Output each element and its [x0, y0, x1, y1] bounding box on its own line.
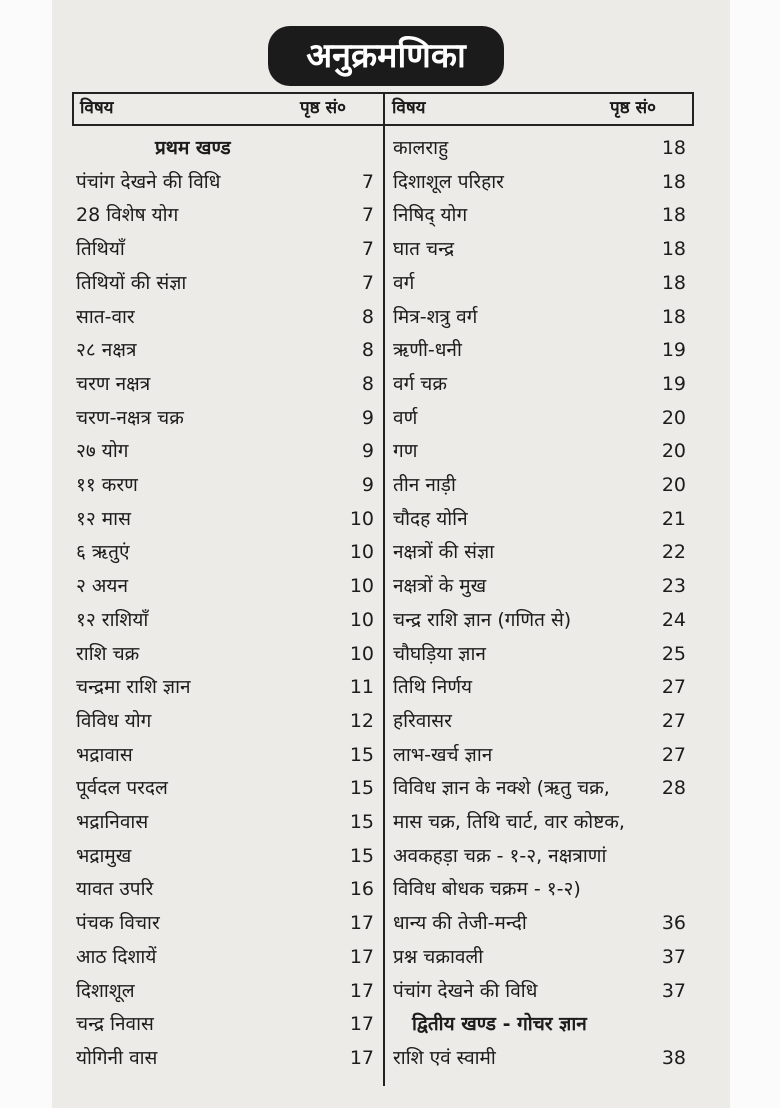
index-entry-page: 18	[661, 137, 686, 159]
index-entry-page: 22	[661, 541, 686, 564]
index-entry-label: २८ नक्षत्र	[76, 339, 137, 362]
header-left-subject: विषय	[80, 98, 114, 118]
index-entry-page: 10	[349, 541, 374, 564]
index-entry-page: 36	[661, 912, 686, 935]
index-entry-page: 24	[661, 608, 686, 631]
index-entry-page: 7	[361, 238, 374, 261]
index-entry-label: दिशाशूल परिहार	[393, 170, 504, 193]
index-entry-label: तिथियों की संज्ञा	[76, 271, 187, 294]
index-entry-label: धान्य की तेजी-मन्दी	[393, 912, 527, 935]
index-entry-label: लाभ-खर्च ज्ञान	[393, 743, 493, 766]
index-entry-label: विविध बोधक चक्रम - १-२)	[393, 878, 581, 901]
index-entry-label: हरिवासर	[393, 709, 452, 732]
index-entry-label: प्रश्न चक्रावली	[393, 945, 484, 968]
header-right-subject: विषय	[392, 98, 426, 118]
index-entry-page: 12	[349, 709, 374, 732]
index-entry-label: भद्रावास	[76, 743, 133, 766]
index-entry-page: 8	[361, 339, 374, 362]
index-entry-label: योगिनी वास	[76, 1046, 158, 1069]
index-entry-page: 15	[349, 743, 374, 766]
index-entry-page: 18	[661, 271, 686, 294]
index-entry-page: 16	[349, 878, 374, 901]
index-entry-label: तिथियाँ	[76, 238, 125, 261]
index-entry-label: वर्ग	[393, 271, 415, 294]
index-entry-label: १२ राशियाँ	[76, 608, 149, 631]
index-entry-label: निषिद् योग	[393, 204, 468, 227]
index-entry-page: 15	[349, 844, 374, 867]
index-entry-label: चौघड़िया ज्ञान	[393, 642, 486, 665]
index-entry-label: यावत उपरि	[76, 878, 154, 901]
index-entry-label: पंचांग देखने की विधि	[76, 170, 221, 193]
index-entry-label: राशि एवं स्वामी	[393, 1046, 496, 1069]
index-entry-label: २७ योग	[76, 440, 129, 463]
index-entry-page: 27	[661, 709, 686, 732]
index-entry-label: भद्रानिवास	[76, 811, 149, 833]
index-entry-page: 27	[661, 676, 686, 699]
index-entry-page: 19	[661, 372, 686, 395]
index-entry-page: 10	[349, 507, 374, 530]
index-entry-page: 27	[661, 743, 686, 766]
header-right-page: पृष्ठ सं०	[610, 98, 656, 118]
index-entry-page: 20	[661, 440, 686, 463]
index-entry-page: 15	[349, 811, 374, 833]
index-entry-page: 15	[349, 777, 374, 800]
index-entry-label: वर्ण	[393, 406, 418, 429]
index-entry-page: 9	[361, 474, 374, 496]
index-entry-label: आठ दिशायें	[76, 945, 157, 968]
index-entry-page: 17	[349, 945, 374, 968]
index-entry-page: 37	[661, 945, 686, 968]
index-entry-label: पंचक विचार	[76, 912, 160, 935]
index-entry-label: नक्षत्रों के मुख	[393, 575, 487, 598]
section-heading: द्वितीय खण्ड - गोचर ज्ञान	[412, 1013, 587, 1036]
index-entry-page: 17	[349, 979, 374, 1002]
index-entry-page: 23	[661, 575, 686, 598]
index-entry-page: 18	[661, 305, 686, 328]
index-entry-label: वर्ग चक्र	[393, 372, 447, 395]
index-entry-page: 10	[349, 575, 374, 598]
index-entry-label: चरण-नक्षत्र चक्र	[76, 406, 184, 429]
index-entry-label: नक्षत्रों की संज्ञा	[393, 541, 495, 564]
index-entry-label: ११ करण	[76, 474, 138, 496]
index-entry-label: १२ मास	[76, 507, 131, 530]
index-entry-label: चन्द्र राशि ज्ञान (गणित से)	[393, 608, 572, 631]
index-entry-page: 18	[661, 238, 686, 261]
index-entry-label: २ अयन	[76, 575, 129, 598]
index-entry-label: चन्द्रमा राशि ज्ञान	[76, 676, 191, 699]
index-entry-page: 9	[361, 440, 374, 463]
index-entry-page: 7	[361, 271, 374, 294]
index-entry-page: 18	[661, 170, 686, 193]
index-entry-page: 7	[361, 170, 374, 193]
index-entry-label: पूर्वदल परदल	[76, 777, 168, 800]
index-entry-label: कालराहु	[393, 137, 449, 159]
index-entry-page: 19	[661, 339, 686, 362]
index-entry-label: चरण नक्षत्र	[76, 372, 151, 395]
column-divider	[383, 92, 385, 1086]
index-entry-page: 17	[349, 1046, 374, 1069]
index-entry-label: चौदह योनि	[393, 507, 468, 530]
index-entry-page: 25	[661, 642, 686, 665]
index-entry-page: 9	[361, 406, 374, 429]
page-title: अनुक्रमणिका	[306, 36, 466, 76]
index-entry-page: 17	[349, 912, 374, 935]
index-entry-label: चन्द्र निवास	[76, 1013, 154, 1036]
index-entry-label: तीन नाड़ी	[393, 474, 456, 496]
index-entry-label: सात-वार	[76, 305, 135, 328]
index-entry-label: राशि चक्र	[76, 642, 140, 665]
index-entry-page: 7	[361, 204, 374, 227]
index-entry-page: 37	[661, 979, 686, 1002]
index-entry-page: 20	[661, 406, 686, 429]
index-entry-label: विविध योग	[76, 709, 152, 732]
section-heading: प्रथम खण्ड	[155, 137, 231, 159]
index-entry-label: मित्र-शत्रु वर्ग	[393, 305, 478, 328]
index-entry-page: 17	[349, 1013, 374, 1036]
index-entry-page: 28	[661, 777, 686, 800]
index-entry-page: 20	[661, 474, 686, 496]
page-sheet	[52, 0, 730, 1108]
index-entry-label: भद्रामुख	[76, 844, 132, 867]
index-entry-label: पंचांग देखने की विधि	[393, 979, 538, 1002]
index-entry-label: तिथि निर्णय	[393, 676, 473, 699]
index-entry-page: 8	[361, 305, 374, 328]
index-entry-label: मास चक्र, तिथि चार्ट, वार कोष्टक,	[393, 811, 625, 833]
index-entry-label: 28 विशेष योग	[76, 204, 179, 227]
index-entry-label: गण	[393, 440, 418, 463]
index-entry-label: घात चन्द्र	[393, 238, 455, 261]
index-entry-label: ६ ऋतुएं	[76, 541, 130, 564]
scan-margin-left	[0, 0, 52, 1108]
header-left-page: पृष्ठ सं०	[300, 98, 346, 118]
index-entry-page: 21	[661, 507, 686, 530]
scan-margin-right	[730, 0, 780, 1108]
index-entry-page: 18	[661, 204, 686, 227]
index-entry-label: विविध ज्ञान के नक्शे (ऋतु चक्र,	[393, 777, 610, 800]
index-entry-label: ऋणी-धनी	[393, 339, 462, 362]
index-entry-label: अवकहड़ा चक्र - १-२, नक्षत्राणां	[393, 844, 607, 867]
index-entry-page: 38	[661, 1046, 686, 1069]
index-entry-label: दिशाशूल	[76, 979, 135, 1002]
index-entry-page: 10	[349, 608, 374, 631]
index-entry-page: 10	[349, 642, 374, 665]
index-entry-page: 11	[349, 676, 374, 699]
index-entry-page: 8	[361, 372, 374, 395]
